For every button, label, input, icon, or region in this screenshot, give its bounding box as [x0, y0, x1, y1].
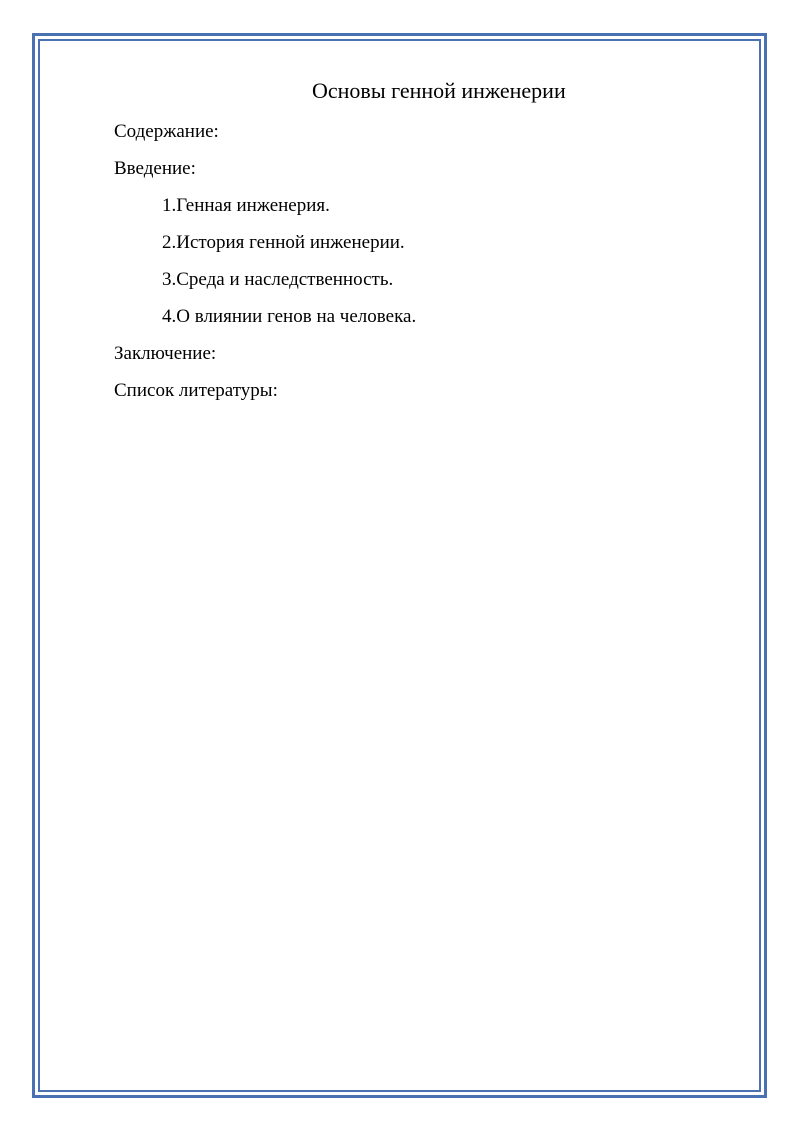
- toc-references: Список литературы:: [114, 380, 278, 401]
- toc-chapter-3: 3.Среда и наследственность.: [162, 269, 394, 290]
- toc-conclusion: Заключение:: [114, 343, 217, 364]
- toc-introduction: Введение:: [114, 158, 196, 179]
- page-frame: [32, 33, 767, 1098]
- toc-chapter-4: 4.О влиянии генов на человека.: [162, 306, 417, 327]
- toc-chapter-2: 2.История генной инженерии.: [162, 232, 405, 253]
- page-frame-inner: [38, 39, 761, 1092]
- toc-chapter-1: 1.Генная инженерия.: [162, 195, 330, 216]
- contents-heading: Содержание:: [114, 121, 219, 142]
- document-title: Основы генной инженерии: [312, 78, 566, 103]
